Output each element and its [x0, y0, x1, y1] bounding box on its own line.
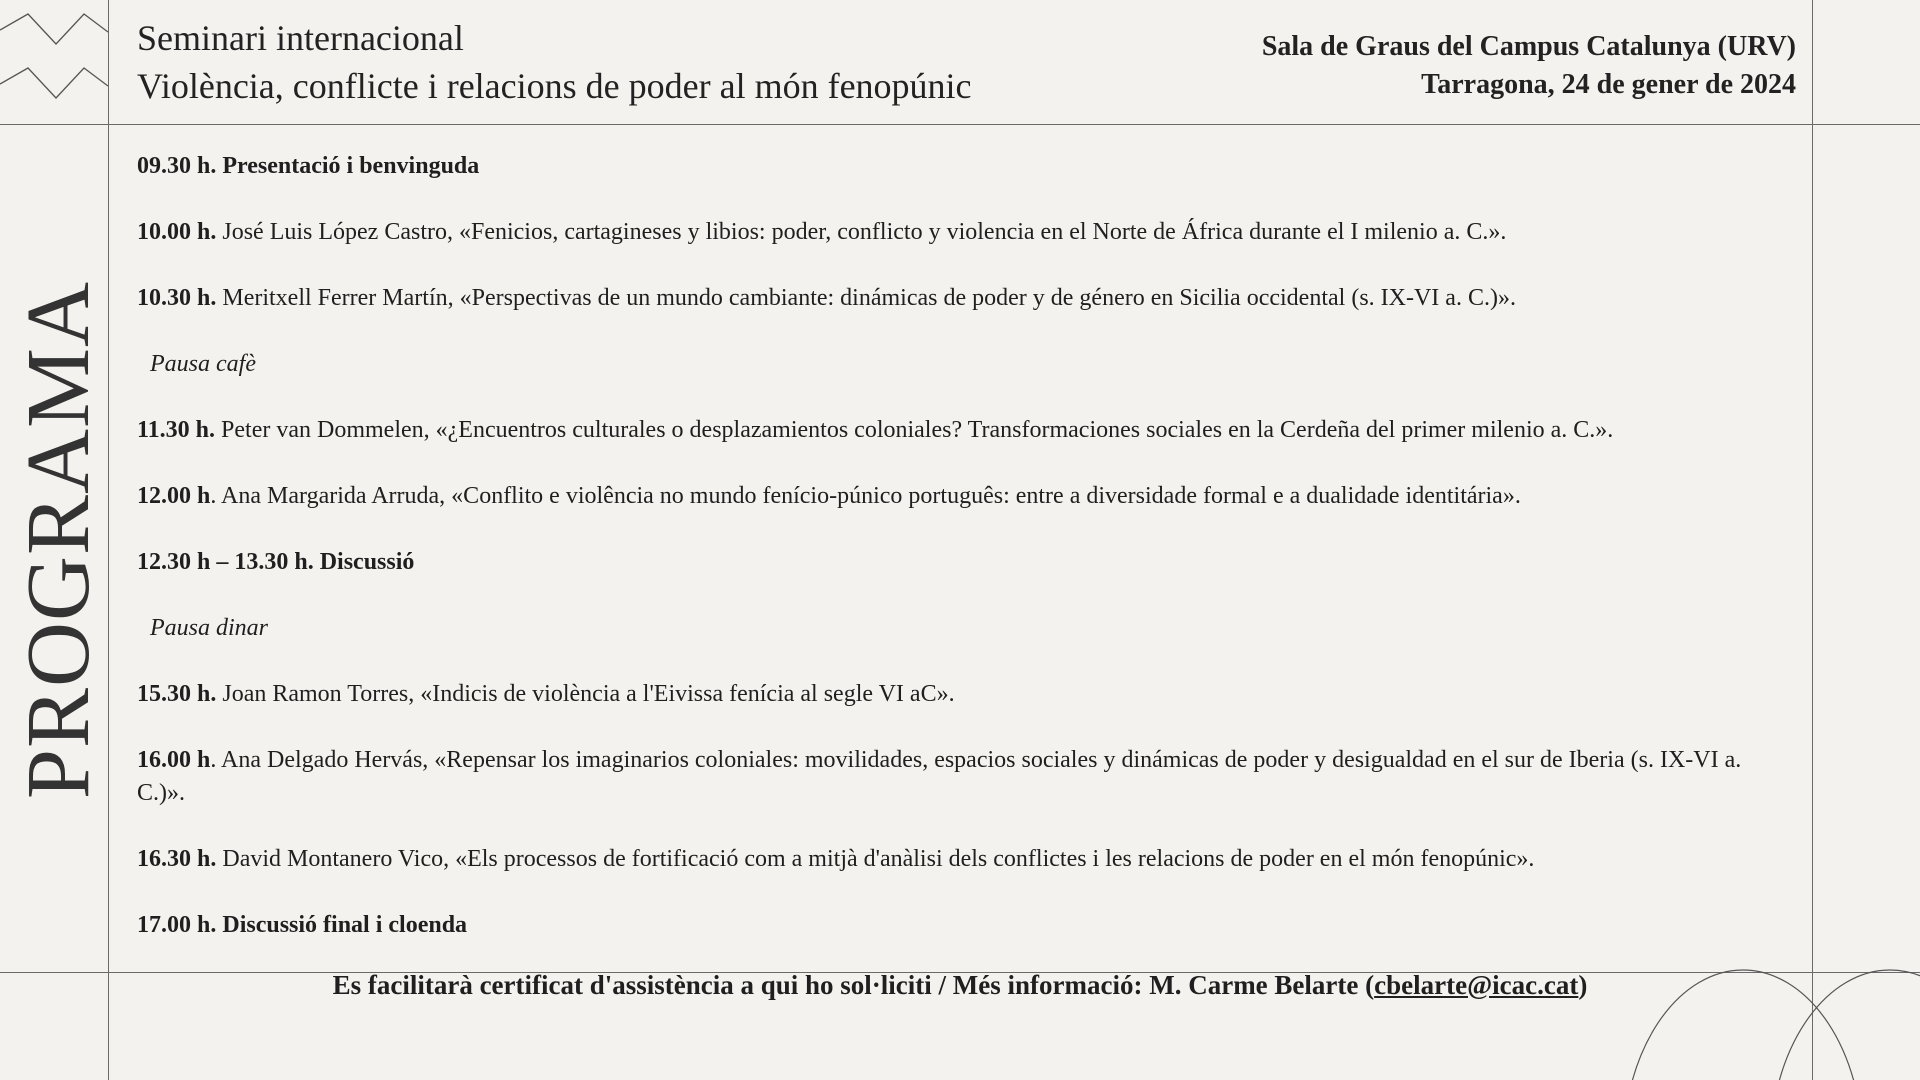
- program-time: 16.30 h.: [137, 846, 217, 872]
- right-vertical-rule: [1812, 0, 1813, 1080]
- program-text: Presentació i benvinguda: [222, 153, 480, 179]
- zigzag-decoration: [0, 0, 108, 124]
- program-item: [137, 678, 1777, 711]
- programa-side-label: PROGRAMA: [9, 280, 108, 800]
- venue-block: [1262, 28, 1796, 104]
- seminar-subtitle: Seminari internacional: [137, 18, 464, 58]
- program-item: [137, 843, 1777, 876]
- program-item: [137, 150, 1777, 183]
- program-item: [137, 282, 1777, 315]
- program-pause: Pausa cafè: [150, 351, 256, 377]
- program-item: [137, 909, 1777, 942]
- program-time: 12.00 h: [137, 483, 211, 509]
- program-time: 12.30 h – 13.30 h.: [137, 549, 314, 575]
- left-vertical-rule: [108, 0, 109, 1080]
- program-text: Meritxell Ferrer Martín, «Perspectivas de un mundo cambiante: dinámicas de poder y de género en Sicilia occidental (s. IX-VI a. C.)».: [222, 285, 1516, 311]
- top-horizontal-rule: [0, 124, 1920, 125]
- program-time: 09.30 h.: [137, 153, 217, 179]
- program-text: Joan Ramon Torres, «Indicis de violència a l'Eivissa fenícia al segle VI aC».: [222, 681, 955, 707]
- footer-close-paren: ): [1578, 970, 1588, 1000]
- footer-text: Es facilitarà certificat d'assistència a qui ho sol·liciti / Més informació: M. Carme Belarte (: [332, 970, 1375, 1000]
- program-text: David Montanero Vico, «Els processos de fortificació com a mitjà d'anàlisi dels conflictes i les relacions de poder en el món fenopúnic».: [222, 846, 1535, 872]
- program-pause: Pausa dinar: [150, 615, 269, 641]
- program-text: Discussió final i cloenda: [222, 912, 468, 938]
- venue-date: Tarragona, 24 de gener de 2024: [1421, 69, 1796, 100]
- footer-info: [108, 970, 1812, 1001]
- program-item: [137, 480, 1777, 513]
- program-text: José Luis López Castro, «Fenicios, cartagineses y libios: poder, conflicto y violencia en el Norte de África durante el I milenio a. C.».: [222, 219, 1507, 245]
- program-time: 17.00 h.: [137, 912, 217, 938]
- program-list: [137, 150, 1777, 975]
- program-time: 16.00 h: [137, 747, 211, 773]
- program-text: Peter van Dommelen, «¿Encuentros culturales o desplazamientos coloniales? Transformaciones sociales en la Cerdeña del primer milenio a. C.».: [221, 417, 1614, 443]
- program-time: 10.30 h.: [137, 285, 217, 311]
- program-text: Discussió: [319, 549, 415, 575]
- contact-email-link[interactable]: cbelarte@icac.cat: [1374, 970, 1579, 1000]
- program-time: 15.30 h.: [137, 681, 217, 707]
- seminar-title-block: [137, 14, 972, 110]
- program-time: 10.00 h.: [137, 219, 217, 245]
- program-item: [137, 216, 1777, 249]
- program-text: . Ana Delgado Hervás, «Repensar los imaginarios coloniales: movilidades, espacios sociales y dinámicas de poder y desigualdad en el sur de Iberia (s. IX-VI a. C.)».: [137, 747, 1742, 806]
- program-item: [137, 414, 1777, 447]
- program-time: 11.30 h.: [137, 417, 216, 443]
- venue-location: Sala de Graus del Campus Catalunya (URV): [1261, 31, 1796, 62]
- program-item: [137, 744, 1777, 810]
- program-item: [137, 546, 1777, 579]
- program-text: . Ana Margarida Arruda, «Conflito e violência no mundo fenício-púnico português: entre a diversidade formal e a dualidade identitária».: [210, 483, 1521, 509]
- seminar-title: Violència, conflicte i relacions de poder al món fenopúnic: [137, 66, 972, 106]
